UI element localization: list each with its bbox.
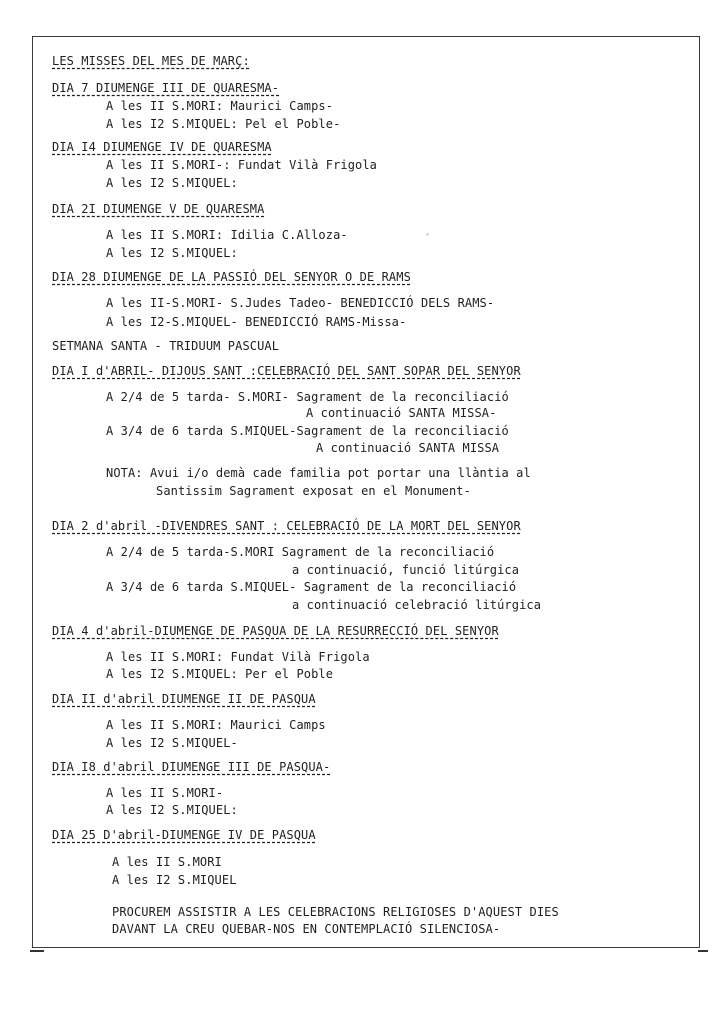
section-heading: DIA 2I DIUMENGE V DE QUARESMA xyxy=(52,202,265,216)
schedule-line: A les II S.MORI-: Fundat Vilà Frigola xyxy=(106,158,378,172)
section-heading: DIA 25 D'abril-DIUMENGE IV DE PASQUA xyxy=(52,828,316,842)
schedule-line: A les II-S.MORI- S.Judes Tadeo- BENEDICCIÓ DELS RAMS- xyxy=(106,296,495,310)
section-heading: DIA 4 d'abril-DIUMENGE DE PASQUA DE LA RESURRECCIÓ DEL SENYOR xyxy=(52,624,499,638)
schedule-line: A les I2 S.MIQUEL: xyxy=(106,246,238,260)
section-heading: DIA I8 d'abril DIUMENGE III DE PASQUA- xyxy=(52,760,331,774)
schedule-line: a continuació, funció litúrgica xyxy=(292,563,520,577)
closing-line: PROCUREM ASSISTIR A LES CELEBRACIONS RELIGIOSES D'AQUEST DIES xyxy=(112,905,559,919)
section-heading: DIA I d'ABRIL- DIJOUS SANT :CELEBRACIÓ DEL SANT SOPAR DEL SENYOR xyxy=(52,364,521,378)
section-heading: SETMANA SANTA - TRIDUUM PASCUAL xyxy=(52,339,280,353)
page-title: LES MISSES DEL MES DE MARÇ: xyxy=(52,54,250,68)
section-heading: DIA 2 d'abril -DIVENDRES SANT : CELEBRACIÓ DE LA MORT DEL SENYOR xyxy=(52,519,521,533)
schedule-line: A continuació SANTA MISSA xyxy=(316,441,500,455)
schedule-line: A les I2 S.MIQUEL xyxy=(112,873,237,887)
schedule-line: A les I2 S.MIQUEL: Pel el Poble- xyxy=(106,117,341,131)
note-line: NOTA: Avui i/o demà cade familia pot portar una llàntia al xyxy=(106,466,531,480)
section-heading: DIA I4 DIUMENGE IV DE QUARESMA xyxy=(52,140,272,154)
section-heading: DIA 28 DIUMENGE DE LA PASSIÓ DEL SENYOR O DE RAMS xyxy=(52,270,411,284)
schedule-line: A les I2 S.MIQUEL: Per el Poble xyxy=(106,667,334,681)
schedule-line: A les I2 S.MIQUEL: xyxy=(106,176,238,190)
schedule-line: A les I2 S.MIQUEL- xyxy=(106,736,238,750)
schedule-line: A continuació SANTA MISSA- xyxy=(306,406,497,420)
closing-line: DAVANT LA CREU QUEBAR-NOS EN CONTEMPLACIÓ SILENCIOSA- xyxy=(112,922,501,936)
schedule-line: a continuació celebració litúrgica xyxy=(292,598,542,612)
schedule-line: A 3/4 de 6 tarda S.MIQUEL- Sagrament de la reconciliació xyxy=(106,580,517,594)
schedule-line: A les II S.MORI: Idilia C.Alloza- xyxy=(106,228,348,242)
schedule-line: A 2/4 de 5 tarda-S.MORI Sagrament de la reconciliació xyxy=(106,545,495,559)
schedule-line: A les II S.MORI xyxy=(112,855,222,869)
schedule-line: A les II S.MORI: Maurici Camps xyxy=(106,718,326,732)
schedule-line: A les I2-S.MIQUEL- BENEDICCIÓ RAMS-Missa- xyxy=(106,315,407,329)
section-heading: DIA II d'abril DIUMENGE II DE PASQUA xyxy=(52,692,316,706)
section-heading: DIA 7 DIUMENGE III DE QUARESMA- xyxy=(52,81,280,95)
schedule-line: A les II S.MORI: Fundat Vilà Frigola xyxy=(106,650,370,664)
note-line: Santissim Sagrament exposat en el Monument- xyxy=(156,484,471,498)
schedule-line: A 2/4 de 5 tarda- S.MORI- Sagrament de la reconciliació xyxy=(106,390,509,404)
schedule-line: A les I2 S.MIQUEL: xyxy=(106,803,238,817)
schedule-line: A 3/4 de 6 tarda S.MIQUEL-Sagrament de la reconciliació xyxy=(106,424,509,438)
schedule-line: A les II S.MORI: Maurici Camps- xyxy=(106,99,334,113)
schedule-line: A les II S.MORI- xyxy=(106,786,224,800)
